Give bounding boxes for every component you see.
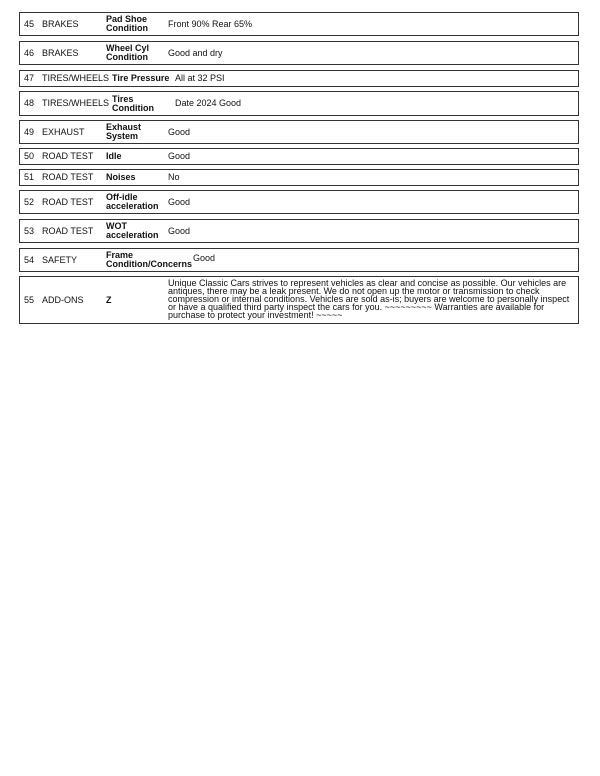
row-category: BRAKES xyxy=(42,47,79,58)
row-category: ROAD TEST xyxy=(42,225,94,236)
table-row xyxy=(19,148,579,165)
table-row xyxy=(19,70,579,87)
row-item: Tires Condition xyxy=(112,93,154,113)
row-number: 50 xyxy=(24,151,35,161)
row-value: Good xyxy=(168,151,191,161)
row-category: EXHAUST xyxy=(42,126,85,137)
row-value: Good xyxy=(168,126,191,137)
row-item: Off-idle acceleration xyxy=(106,192,159,211)
row-number: 54 xyxy=(24,254,35,265)
row-category: TIRES/WHEELS xyxy=(42,98,110,108)
row-value: Good xyxy=(168,196,191,207)
row-value: All at 32 PSI xyxy=(175,73,225,83)
table-row xyxy=(19,190,579,214)
row-category: ROAD TEST xyxy=(42,172,94,182)
row-number: 46 xyxy=(24,47,35,58)
table-row xyxy=(19,12,579,36)
row-category: ROAD TEST xyxy=(42,196,94,207)
row-category: SAFETY xyxy=(42,254,78,265)
table-row xyxy=(19,169,579,186)
row-number: 51 xyxy=(24,172,35,182)
row-value: Good xyxy=(193,253,216,263)
row-item: Frame Condition/Concerns xyxy=(106,250,192,269)
table-row xyxy=(19,41,579,65)
row-item: Tire Pressure xyxy=(112,73,170,83)
row-category: TIRES/WHEELS xyxy=(42,73,110,83)
row-value: Good xyxy=(168,225,191,236)
row-category: ROAD TEST xyxy=(42,151,94,161)
row-item: Z xyxy=(106,294,112,305)
row-number: 47 xyxy=(24,73,35,83)
row-item: Idle xyxy=(106,151,122,161)
row-number: 48 xyxy=(24,98,35,108)
row-category: BRAKES xyxy=(42,18,79,29)
row-number: 52 xyxy=(24,196,35,207)
row-number: 45 xyxy=(24,18,35,29)
table-row xyxy=(19,91,579,116)
row-number: 53 xyxy=(24,225,35,236)
row-item: Wheel Cyl Condition xyxy=(106,43,150,62)
table-row xyxy=(19,276,579,324)
row-item: Exhaust System xyxy=(106,122,142,141)
table-row xyxy=(19,219,579,243)
row-number: 49 xyxy=(24,126,35,137)
row-value: No xyxy=(168,172,180,182)
table-row xyxy=(19,120,579,144)
row-category: ADD-ONS xyxy=(42,294,84,305)
row-item: Pad Shoe Condition xyxy=(106,14,148,33)
row-item: WOT acceleration xyxy=(106,221,159,240)
row-value: Date 2024 Good xyxy=(175,98,242,108)
disclaimer-text: Unique Classic Cars strives to represent vehicles as clear and concise as possible. Our vehicles are antiques, there may be a leak present. We do not open up the motor or transmission to check compression or internal conditions. Vehicles are sold as-is; buyers are welcome to personally inspect or have a qualified third party inspect the cars for you. ~~~~~~~~~ Warranties are available for purchase to protect your investment! ~~~~~ xyxy=(168,278,570,320)
table-row xyxy=(19,248,579,272)
row-value: Front 90% Rear 65% xyxy=(168,18,253,29)
row-value: Good and dry xyxy=(168,47,223,58)
row-number: 55 xyxy=(24,294,35,305)
row-item: Noises xyxy=(106,172,136,182)
